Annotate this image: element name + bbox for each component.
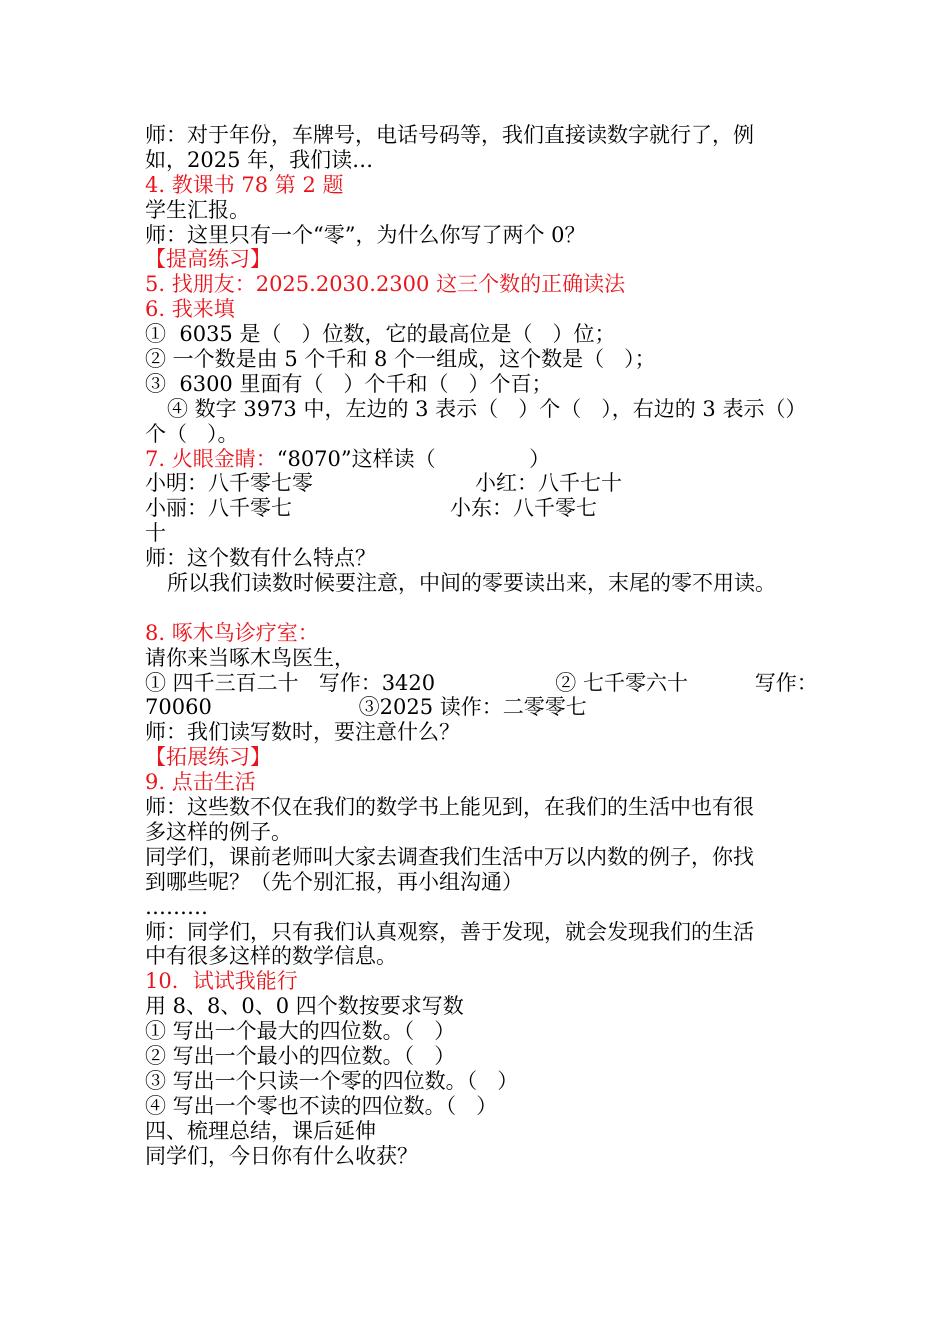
dialogue-line: 师：我们读写数时，要注意什么？ xyxy=(145,720,460,745)
question-item: ④ 数字 3973 中，左边的 3 表示（ ）个（ ），右边的 3 表示（） xyxy=(167,396,807,421)
document-page xyxy=(145,123,835,1168)
dialogue-line: 同学们，今日你有什么收获？ xyxy=(145,1143,418,1168)
question-item: ③ 6300 里面有（ ）个千和（ ）个百； xyxy=(145,371,553,396)
answer-option: 小红：八千七十 xyxy=(475,471,622,496)
section-heading: 【提高练习】 xyxy=(145,247,271,272)
answer-row xyxy=(145,496,835,521)
question-item: ② 一个数是由 5 个千和 8 个一组成，这个数是（ ）； xyxy=(145,347,656,372)
dialogue-line: 师：同学们，只有我们认真观察，善于发现，就会发现我们的生活 xyxy=(145,919,754,944)
answer-option: 小丽：八千零七 xyxy=(145,496,292,521)
answer-option: 小东：八千零七 xyxy=(450,496,597,521)
text-line: 到哪些呢？（先个别汇报，再小组沟通） xyxy=(145,869,523,894)
exercise-heading: 5. 找朋友：2025.2030.2300 这三个数的正确读法 xyxy=(145,272,626,297)
question-item-continued: 个（ ）。 xyxy=(145,421,239,446)
section-title: 四、梳理总结，课后延伸 xyxy=(145,1118,376,1143)
dialogue-line: 师：这些数不仅在我们的数学书上能见到，在我们的生活中也有很 xyxy=(145,795,754,820)
text-line: 十 xyxy=(145,521,166,546)
blank-line xyxy=(145,596,835,621)
text-line: 请你来当啄木鸟医生， xyxy=(145,645,355,670)
text-line: 用 8、8、0、0 四个数按要求写数 xyxy=(145,994,464,1019)
exercise-heading: 4. 教课书 78 第 2 题 xyxy=(145,172,344,197)
question-item: ① 四千三百二十 写作：3420 ② 七千零六十 写作： xyxy=(145,670,818,695)
dialogue-line: 如，2025 年，我们读… xyxy=(145,147,374,172)
exercise-heading: 8. 啄木鸟诊疗室： xyxy=(145,620,319,645)
dialogue-line: 中有很多这样的数学信息。 xyxy=(145,944,397,969)
text-line: 同学们，课前老师叫大家去调查我们生活中万以内数的例子，你找 xyxy=(145,844,754,869)
text-line: 学生汇报。 xyxy=(145,197,250,222)
answer-row xyxy=(145,471,835,496)
dialogue-line: 师：对于年份，车牌号，电话号码等，我们直接读数字就行了，例 xyxy=(145,123,754,147)
exercise-7-line xyxy=(145,447,835,472)
ellipsis-line: ……… xyxy=(145,894,208,919)
text-line: 所以我们读数时候要注意，中间的零要读出来，末尾的零不用读。 xyxy=(167,571,776,596)
exercise-heading: 10．试试我能行 xyxy=(145,969,298,994)
question-item: ① 6035 是（ ）位数，它的最高位是（ ）位； xyxy=(145,322,616,347)
question-item: ④ 写出一个零也不读的四位数。（ ） xyxy=(145,1093,498,1118)
exercise-heading: 6. 我来填 xyxy=(145,297,235,322)
exercise-heading: 9. 点击生活 xyxy=(145,770,256,795)
question-item: 70060 ③2025 读作：二零零七 xyxy=(145,695,587,720)
section-heading: 【拓展练习】 xyxy=(145,745,271,770)
answer-option: 小明：八千零七零 xyxy=(145,471,313,496)
dialogue-line: 师：这里只有一个“零”，为什么你写了两个 0？ xyxy=(145,222,586,247)
question-item: ③ 写出一个只读一个零的四位数。（ ） xyxy=(145,1068,519,1093)
question-item: ② 写出一个最小的四位数。（ ） xyxy=(145,1043,456,1068)
dialogue-line: 多这样的例子。 xyxy=(145,819,292,844)
exercise-prompt: “8070”这样读（ ） xyxy=(276,446,551,471)
dialogue-line: 师：这个数有什么特点？ xyxy=(145,546,376,571)
exercise-heading: 7. 火眼金睛： xyxy=(145,446,277,471)
question-item: ① 写出一个最大的四位数。（ ） xyxy=(145,1019,456,1044)
